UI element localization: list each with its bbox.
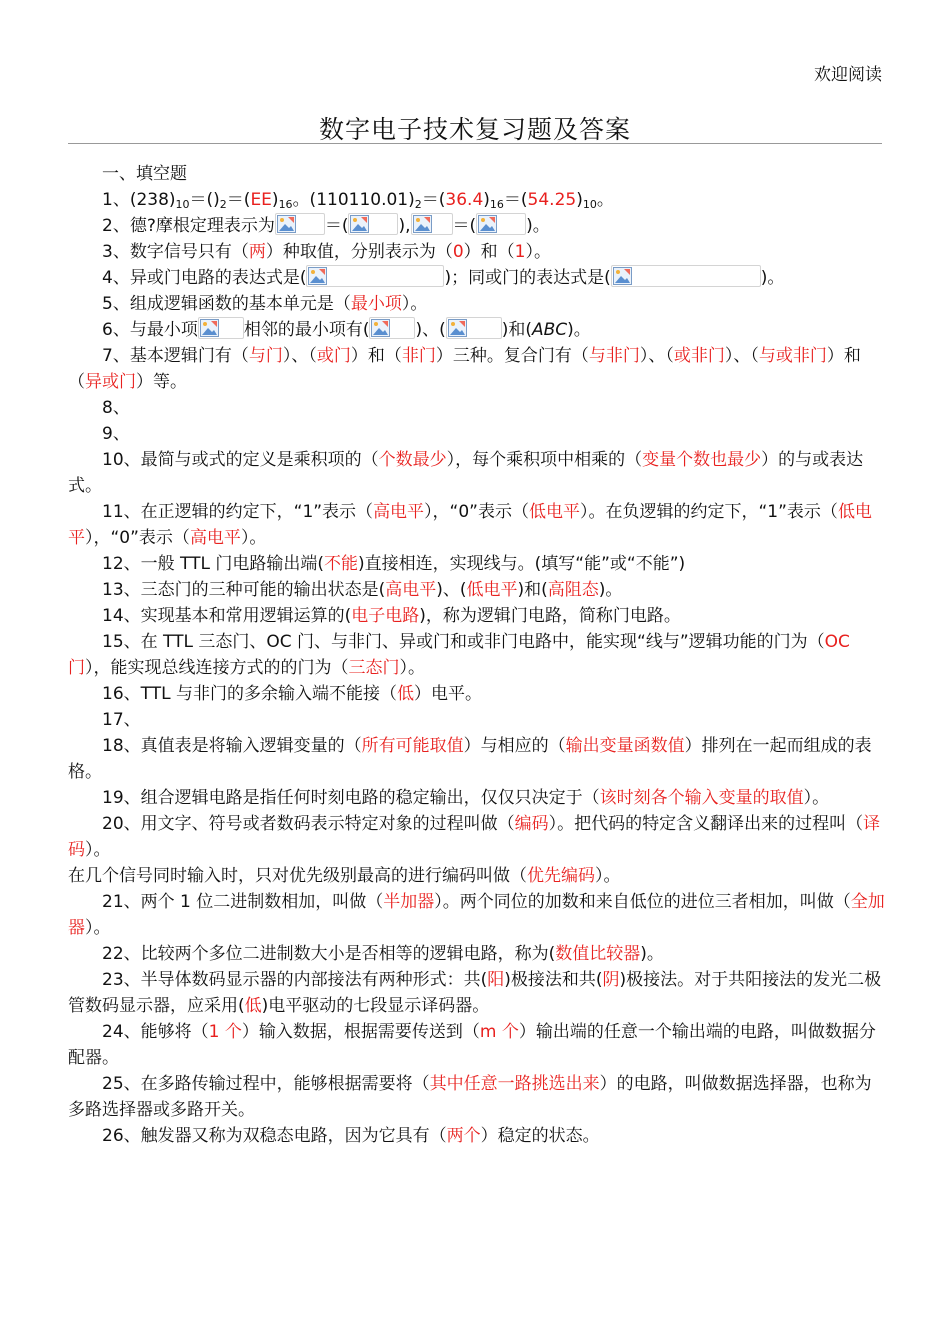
- header-note: 欢迎阅读: [814, 65, 882, 85]
- formula-image: [411, 213, 453, 235]
- formula-image: [446, 317, 502, 339]
- question-18: 18、真值表是将输入逻辑变量的（所有可能取值）与相应的（输出变量函数值）排列在一起而组成的表格。: [68, 736, 872, 782]
- question-10: 10、最简与或式的定义是乘积项的（个数最少），每个乘积项中相乘的（变量个数也最少）的与或表达式。: [68, 450, 864, 496]
- broken-image-icon: [613, 267, 632, 285]
- page-title: 数字电子技术复习题及答案: [318, 115, 631, 144]
- broken-image-icon: [413, 215, 432, 233]
- section-heading: 一、填空题: [102, 164, 187, 184]
- question-12: 12、一般 TTL 门电路输出端(不能)直接相连，实现线与。(填写“能”或“不能”): [102, 554, 686, 574]
- broken-image-icon: [200, 319, 219, 337]
- question-24: 24、能够将（1 个）输入数据，根据需要传送到（m 个）输出端的任意一个输出端的电路，叫做数据分配器。: [68, 1022, 876, 1068]
- question-5: 5、组成逻辑函数的基本单元是（最小项）。: [102, 294, 428, 314]
- question-8: 8、: [102, 398, 130, 418]
- question-2: 2、德?摩根定理表示为 ＝( ), ＝( )。: [68, 213, 886, 239]
- question-7: 7、基本逻辑门有（与门）、（或门）和（非门）三种。复合门有（与非门）、（或非门）、（与或非门）和（异或门）等。: [68, 346, 861, 392]
- question-26: 26、触发器又称为双稳态电路，因为它具有（两个）稳定的状态。: [102, 1126, 600, 1146]
- question-20: 20、用文字、符号或者数码表示特定对象的过程叫做（编码）。把代码的特定含义翻译出来的过程叫（译码）。: [68, 814, 881, 860]
- question-13: 13、三态门的三种可能的输出状态是(高电平)、(低电平)和(高阻态)。: [102, 580, 623, 600]
- broken-image-icon: [478, 215, 497, 233]
- formula-image: [369, 317, 415, 339]
- question-22: 22、比较两个多位二进制数大小是否相等的逻辑电路，称为(数值比较器)。: [102, 944, 664, 964]
- question-25: 25、在多路传输过程中，能够根据需要将（其中任意一路挑选出来）的电路，叫做数据选择器，也称为多路选择器或多路开关。: [68, 1074, 872, 1120]
- broken-image-icon: [350, 215, 369, 233]
- question-17: 17、: [102, 710, 141, 730]
- broken-image-icon: [371, 319, 390, 337]
- broken-image-icon: [277, 215, 296, 233]
- question-19: 19、组合逻辑电路是指任何时刻电路的稳定输出，仅仅只决定于（该时刻各个输入变量的取值）。: [102, 788, 830, 808]
- question-6: 6、与最小项 相邻的最小项有( )、( )和(ABC)。: [68, 317, 886, 343]
- title-rule: [68, 143, 882, 144]
- broken-image-icon: [448, 319, 467, 337]
- question-9: 9、: [102, 424, 130, 444]
- broken-image-icon: [308, 267, 327, 285]
- question-14: 14、实现基本和常用逻辑运算的(电子电路)，称为逻辑门电路，简称门电路。: [102, 606, 681, 626]
- formula-image: [348, 213, 398, 235]
- formula-image: [275, 213, 325, 235]
- question-16: 16、TTL 与非门的多余输入端不能接（低）电平。: [102, 684, 482, 704]
- question-20-continued: 在几个信号同时输入时，只对优先级别最高的进行编码叫做（优先编码）。: [68, 866, 621, 886]
- question-1: 1、$(238)_{10}=()_2=(EE)_{16}$。$(110110.01)_2=(36.4)_{16}=(54.25)_{10}$。: [102, 190, 614, 211]
- formula-image: [198, 317, 244, 339]
- question-3: 3、数字信号只有（两）种取值，分别表示为（0）和（1）。: [102, 242, 551, 262]
- question-4: 4、异或门电路的表达式是( )；同或门的表达式是( )。: [68, 265, 886, 291]
- formula-image: [611, 265, 761, 287]
- question-11: 11、在正逻辑的约定下，“1”表示（高电平），“0”表示（低电平）。在负逻辑的约定下，“1”表示（低电平），“0”表示（高电平）。: [68, 502, 872, 548]
- question-21: 21、两个 1 位二进制数相加，叫做（半加器）。两个同位的加数和来自低位的进位三者相加，叫做（全加器）。: [68, 892, 885, 938]
- question-23: 23、半导体数码显示器的内部接法有两种形式：共(阳)极接法和共(阴)极接法。对于共阳接法的发光二极管数码显示器，应采用(低)电平驱动的七段显示译码器。: [68, 970, 882, 1016]
- question-15: 15、在 TTL 三态门、OC 门、与非门、异或门和或非门电路中，能实现“线与”逻辑功能的门为（OC 门），能实现总线连接方式的的门为（三态门）。: [68, 632, 850, 678]
- formula-image: [476, 213, 526, 235]
- document-body: [68, 161, 886, 1149]
- formula-image: [306, 265, 444, 287]
